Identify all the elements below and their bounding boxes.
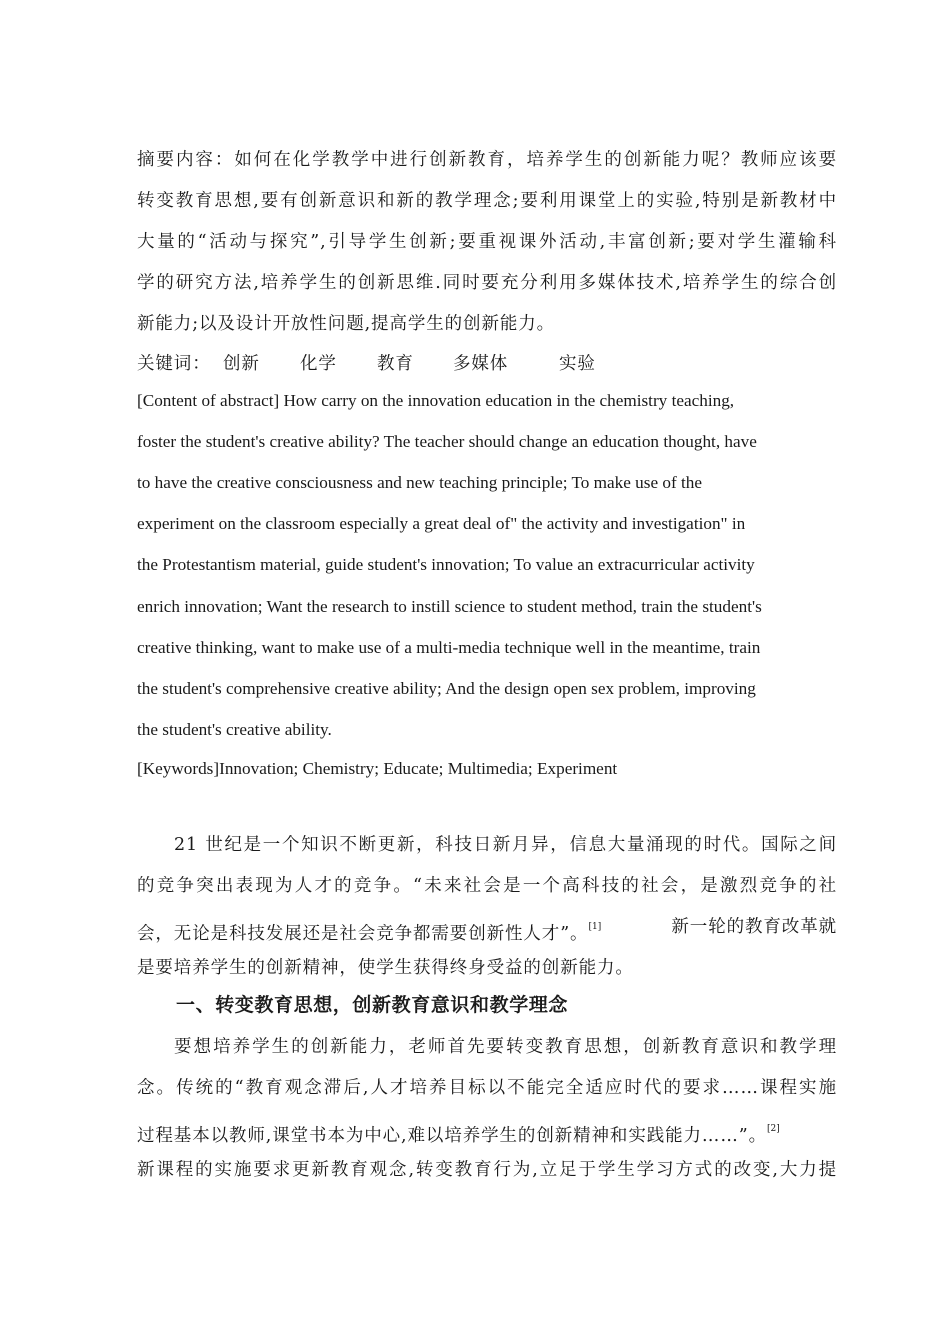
abstract-cn-line: 转变教育思想,要有创新意识和新的教学理念;要利用课堂上的实验,特别是新教材中: [137, 191, 837, 211]
abstract-en-line: to have the creative consciousness and new teaching principle; To make use of the: [137, 473, 702, 492]
keyword-cn: 化学: [300, 354, 337, 374]
abstract-en-line: the student's creative ability.: [137, 720, 332, 739]
paragraph-line: 是要培养学生的创新精神，使学生获得终身受益的创新能力。: [137, 958, 634, 978]
keyword-cn: 多媒体: [453, 354, 509, 374]
section-heading: 一、转变教育思想，创新教育意识和教学理念: [176, 994, 569, 1016]
abstract-en-line: enrich innovation; Want the research to instill science to student method, train the student's: [137, 597, 762, 616]
abstract-cn-line: 新能力;以及设计开放性问题,提高学生的创新能力。: [137, 314, 556, 334]
abstract-cn-line: 摘要内容：如何在化学教学中进行创新教育，培养学生的创新能力呢？教师应该要: [137, 150, 837, 170]
keyword-cn: 实验: [559, 354, 596, 374]
abstract-en-line: foster the student's creative ability? The teacher should change an education thought, have: [137, 432, 757, 451]
keyword-cn: 教育: [377, 354, 414, 374]
keywords-en: [Keywords]Innovation; Chemistry; Educate; Multimedia; Experiment: [137, 759, 618, 778]
paragraph-line: 21 世纪是一个知识不断更新，科技日新月异，信息大量涌现的时代。国际之间: [174, 835, 837, 855]
citation-marker: [2]: [766, 1124, 780, 1134]
paragraph-line: 要想培养学生的创新能力，老师首先要转变教育思想，创新教育意识和教学理: [174, 1037, 837, 1057]
keywords-cn: [137, 351, 837, 377]
abstract-cn-line: 学的研究方法,培养学生的创新思维.同时要充分利用多媒体技术,培养学生的综合创: [137, 273, 837, 293]
abstract-en-line: experiment on the classroom especially a great deal of" the activity and investigation" in: [137, 514, 746, 533]
paragraph-line: [137, 1116, 837, 1146]
keywords-cn-label: 关键词：: [137, 354, 211, 374]
paragraph-line: [137, 914, 837, 944]
abstract-cn-line: 大量的“活动与探究”,引导学生创新;要重视课外活动,丰富创新;要对学生灌输科: [137, 232, 837, 252]
paragraph-text: 过程基本以教师,课堂书本为中心,难以培养学生的创新精神和实践能力……”。: [137, 1126, 767, 1146]
paragraph-text: 会，无论是科技发展还是社会竞争都需要创新性人才”。: [137, 924, 589, 944]
keyword-cn: 创新: [223, 354, 260, 374]
abstract-en-line: the student's comprehensive creative ability; And the design open sex problem, improving: [137, 679, 756, 698]
paragraph-line: 的竞争突出表现为人才的竞争。“未来社会是一个高科技的社会，是激烈竞争的社: [137, 876, 837, 896]
citation-marker: [1]: [588, 922, 602, 932]
abstract-en-line: creative thinking, want to make use of a multi-media technique well in the meantime, train: [137, 638, 761, 657]
paragraph-line: 念。传统的“教育观念滞后,人才培养目标以不能完全适应时代的要求……课程实施: [137, 1078, 837, 1098]
abstract-en-line: [Content of abstract] How carry on the innovation education in the chemistry teaching,: [137, 391, 735, 410]
paragraph-text: 新一轮的教育改革就: [671, 917, 837, 937]
abstract-en-line: the Protestantism material, guide student's innovation; To value an extracurricular activity: [137, 555, 755, 574]
paragraph-line: 新课程的实施要求更新教育观念,转变教育行为,立足于学生学习方式的改变,大力提: [137, 1160, 837, 1180]
